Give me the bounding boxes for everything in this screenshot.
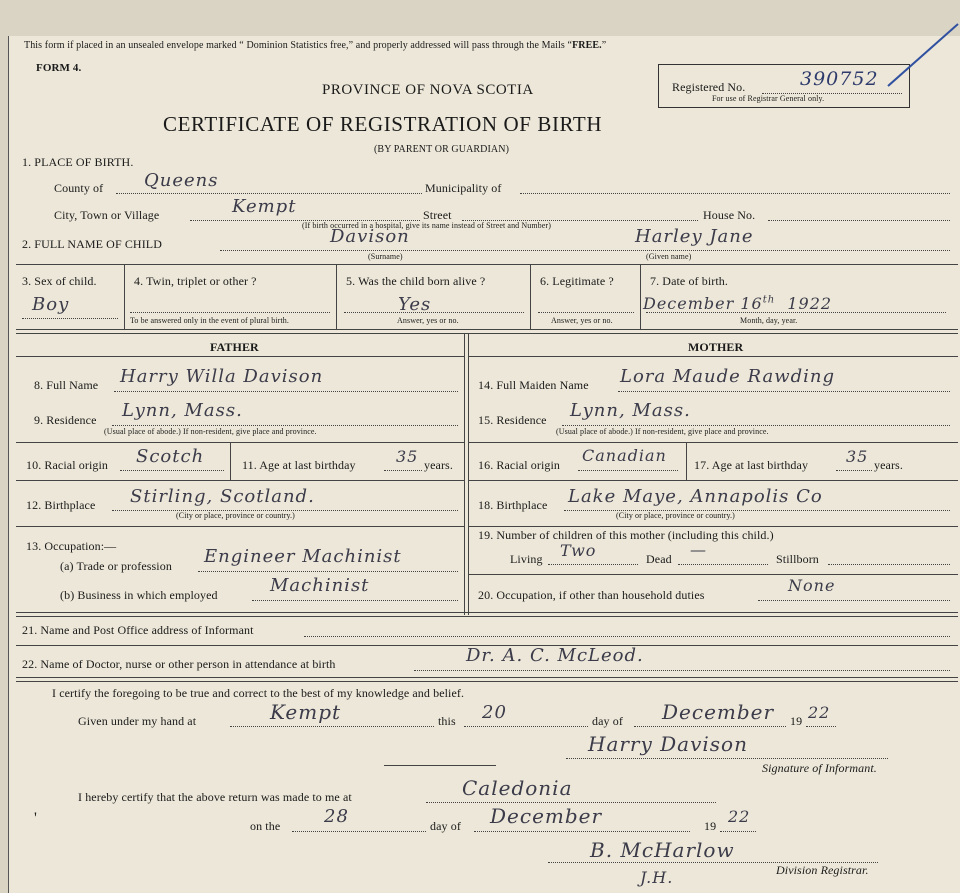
child-given-name-value: Harley Jane xyxy=(635,226,754,247)
legitimate-note: Answer, yes or no. xyxy=(551,316,613,325)
dead-label: Dead xyxy=(646,552,672,566)
father-residence-note: (Usual place of abode.) If non-resident, give place and province. xyxy=(104,427,317,436)
given-place-value: Kempt xyxy=(270,700,342,724)
registered-number: 390752 xyxy=(800,68,879,90)
city-label: City, Town or Village xyxy=(54,208,160,222)
date-of-birth-label: 7. Date of birth. xyxy=(650,274,729,288)
father-age-unit: years. xyxy=(424,458,453,472)
father-age-value: 35 xyxy=(396,447,419,466)
child-surname-value: Davison xyxy=(330,226,410,247)
born-alive-note: Answer, yes or no. xyxy=(397,316,459,325)
registration-year-prefix: 19 xyxy=(704,819,717,833)
certificate-title: CERTIFICATE OF REGISTRATION OF BIRTH xyxy=(163,112,603,136)
mother-children-label: 19. Number of children of this mother (including this child.) xyxy=(478,528,774,542)
pen-stroke-mark xyxy=(880,20,960,90)
mother-residence-note: (Usual place of abode.) If non-resident, give place and province. xyxy=(556,427,769,436)
mother-occupation-value: None xyxy=(788,576,836,595)
county-label: County of xyxy=(54,181,104,195)
mother-residence-value: Lynn, Mass. xyxy=(570,400,691,421)
registration-year-value: 22 xyxy=(728,807,751,826)
mother-name-value: Lora Maude Rawding xyxy=(620,366,835,387)
date-of-birth-note: Month, day, year. xyxy=(740,316,798,325)
born-alive-value: Yes xyxy=(398,294,432,315)
margin-mark: ' xyxy=(34,810,37,827)
father-business-label: (b) Business in which employed xyxy=(60,588,218,602)
date-of-birth-value: December 16th 1922 xyxy=(643,294,833,313)
born-alive-label: 5. Was the child born alive ? xyxy=(346,274,486,288)
father-heading: FATHER xyxy=(210,340,259,354)
father-residence-value: Lynn, Mass. xyxy=(122,400,243,421)
informant-signature: Harry Davison xyxy=(588,732,748,756)
father-birthplace-value: Stirling, Scotland. xyxy=(130,486,315,507)
registrar-note: For use of Registrar General only. xyxy=(712,94,825,103)
certificate-subtitle: (BY PARENT OR GUARDIAN) xyxy=(374,144,509,155)
mother-age-value: 35 xyxy=(846,447,869,466)
informant-signature-caption: Signature of Informant. xyxy=(762,761,877,775)
province-heading: PROVINCE OF NOVA SCOTIA xyxy=(322,82,534,98)
doctor-label: 22. Name of Doctor, nurse or other person in attendance at birth xyxy=(22,657,336,671)
given-name-caption: (Given name) xyxy=(646,252,692,261)
mother-birthplace-note: (City or place, province or country.) xyxy=(616,511,735,520)
city-value: Kempt xyxy=(232,196,297,217)
given-day-value: 20 xyxy=(482,702,507,723)
mother-racial-label: 16. Racial origin xyxy=(478,458,561,472)
municipality-label: Municipality of xyxy=(425,181,502,195)
certify-text: I certify the foregoing to be true and correct to the best of my knowledge and belief. xyxy=(52,686,465,700)
place-of-birth-heading: 1. PLACE OF BIRTH. xyxy=(22,155,134,169)
registrar-place-value: Caledonia xyxy=(462,776,573,800)
father-occupation-label: 13. Occupation:— xyxy=(26,539,117,553)
county-value: Queens xyxy=(144,170,219,191)
living-value: Two xyxy=(560,541,597,560)
child-full-name-label: 2. FULL NAME OF CHILD xyxy=(22,237,162,251)
sex-label: 3. Sex of child. xyxy=(22,274,97,288)
street-note: (If birth occurred in a hospital, give its name instead of Street and Number) xyxy=(302,221,551,230)
mother-age-unit: years. xyxy=(874,458,903,472)
mother-occupation-label: 20. Occupation, if other than household duties xyxy=(478,588,705,602)
dead-value: — xyxy=(690,540,707,559)
father-trade-value: Engineer Machinist xyxy=(204,546,402,567)
registration-day-value: 28 xyxy=(324,806,349,827)
given-year-value: 22 xyxy=(808,703,831,722)
registrar-signature: B. McHarlow xyxy=(590,838,735,862)
registration-day-of-label: day of xyxy=(430,819,461,833)
registered-label: Registered No. xyxy=(672,80,746,94)
registration-month-value: December xyxy=(490,804,603,828)
mother-name-label: 14. Full Maiden Name xyxy=(478,378,589,392)
father-name-label: 8. Full Name xyxy=(34,378,99,392)
father-racial-value: Scotch xyxy=(136,446,205,467)
father-birthplace-note: (City or place, province or country.) xyxy=(176,511,295,520)
mother-heading: MOTHER xyxy=(688,340,744,354)
living-label: Living xyxy=(510,552,543,566)
mother-age-label: 17. Age at last birthday xyxy=(694,458,809,472)
on-the-label: on the xyxy=(250,819,281,833)
mother-racial-value: Canadian xyxy=(582,446,667,465)
registrar-certify-text: I hereby certify that the above return was made to me at xyxy=(78,790,352,804)
father-residence-label: 9. Residence xyxy=(34,413,97,427)
street-label: Street xyxy=(423,208,452,222)
form-number: FORM 4. xyxy=(36,62,82,74)
mother-birthplace-label: 18. Birthplace xyxy=(478,498,548,512)
given-under-label: Given under my hand at xyxy=(78,714,197,728)
house-number-label: House No. xyxy=(703,208,756,222)
mother-residence-label: 15. Residence xyxy=(478,413,547,427)
stillborn-label: Stillborn xyxy=(776,552,819,566)
given-month-value: December xyxy=(662,700,775,724)
father-name-value: Harry Willa Davison xyxy=(120,366,324,387)
mother-birthplace-value: Lake Maye, Annapolis Co xyxy=(568,486,823,507)
sex-value: Boy xyxy=(32,294,70,315)
doctor-value: Dr. A. C. McLeod. xyxy=(466,645,644,666)
father-birthplace-label: 12. Birthplace xyxy=(26,498,96,512)
father-racial-label: 10. Racial origin xyxy=(26,458,109,472)
mail-notice: This form if placed in an unsealed envelope marked “ Dominion Statistics free,” and properly addressed will pass through the Mails “FREE.” xyxy=(24,40,607,51)
registrar-initials: J.H. xyxy=(640,868,674,887)
this-label: this xyxy=(438,714,456,728)
surname-caption: (Surname) xyxy=(368,252,403,261)
legitimate-label: 6. Legitimate ? xyxy=(540,274,614,288)
given-day-of-label: day of xyxy=(592,714,623,728)
father-trade-label: (a) Trade or profession xyxy=(60,559,172,573)
father-business-value: Machinist xyxy=(270,575,370,596)
twin-label: 4. Twin, triplet or other ? xyxy=(134,274,257,288)
twin-note: To be answered only in the event of plural birth. xyxy=(130,316,289,325)
father-age-label: 11. Age at last birthday xyxy=(242,458,356,472)
informant-label: 21. Name and Post Office address of Informant xyxy=(22,623,254,637)
registrar-caption: Division Registrar. xyxy=(776,863,869,877)
given-year-prefix: 19 xyxy=(790,714,803,728)
